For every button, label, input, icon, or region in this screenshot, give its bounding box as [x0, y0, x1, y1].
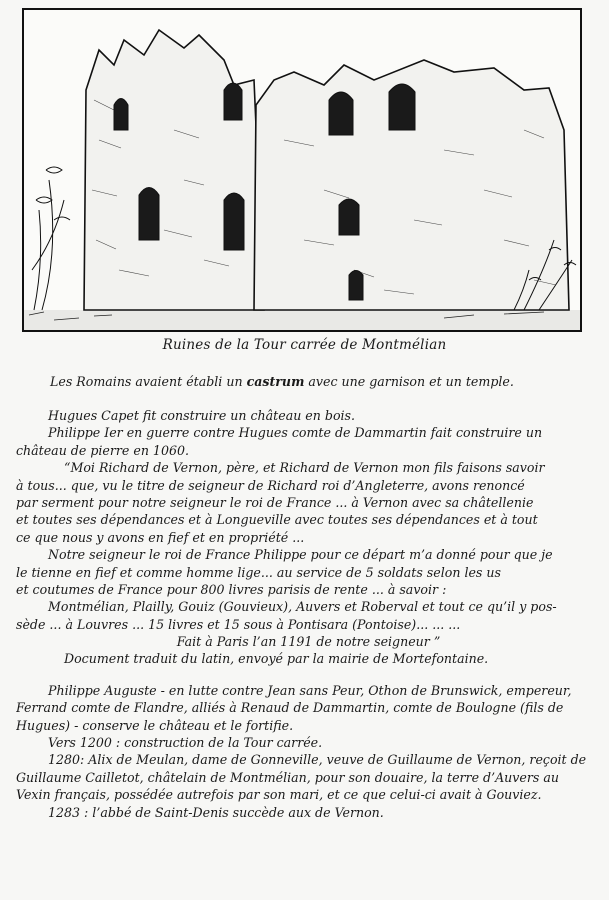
- text-line: 1280: Alix de Meulan, dame de Gonneville, veuve de Guillaume de Vernon, reçoit de: [48, 752, 587, 768]
- text-line: par serment pour notre seigneur le roi de France ... à Vernon avec sa châtellenie: [16, 494, 534, 510]
- text-line: Montmélian, Plailly, Gouiz (Gouvieux), Auvers et Roberval et tout ce qu’il y pos-: [48, 599, 557, 615]
- intro-after: avec une garnison et un temple.: [304, 374, 514, 389]
- text-line: à tous... que, vu le titre de seigneur de Richard roi d’Angleterre, avons renoncé: [16, 477, 525, 493]
- text-line: Fait à Paris l’an 1191 de notre seigneur ”: [176, 634, 441, 650]
- text-line: “Moi Richard de Vernon, père, et Richard de Vernon mon fils faisons savoir: [64, 460, 545, 476]
- text-line: 1283 : l’abbé de Saint-Denis succède aux de Vernon.: [48, 804, 384, 820]
- text-line: sède ... à Louvres ... 15 livres et 15 sous à Pontisara (Pontoise)... ... ...: [16, 616, 461, 632]
- text-line: Ferrand comte de Flandre, alliés à Renaud de Dammartin, comte de Boulogne (fils de: [16, 700, 564, 716]
- intro-term: castrum: [246, 374, 305, 389]
- text-line: château de pierre en 1060.: [16, 442, 189, 458]
- text-line: Hugues Capet fit construire un château en bois.: [48, 408, 356, 423]
- text-line: et coutumes de France pour 800 livres parisis de rente ... à savoir :: [16, 581, 447, 597]
- intro-paragraph: [16, 373, 601, 393]
- text-line: ce que nous y avons en fief et en propriété ...: [16, 529, 305, 545]
- ruin-illustration: [22, 8, 582, 332]
- text-line: Notre seigneur le roi de France Philippe pour ce départ m’a donné pour que je: [48, 547, 553, 563]
- text-line: et toutes ses dépendances et à Longueville avec toutes ses dépendances et à tout: [16, 512, 538, 528]
- text-line: Philippe Auguste - en lutte contre Jean sans Peur, Othon de Brunswick, empereur,: [48, 682, 572, 698]
- text-line: Document traduit du latin, envoyé par la mairie de Mortefontaine.: [64, 651, 489, 667]
- text-line: Vers 1200 : construction de la Tour carrée.: [48, 735, 323, 751]
- illustration-caption: Ruines de la Tour carrée de Montmélian: [162, 337, 447, 353]
- history-text: [16, 373, 601, 821]
- intro-before: Les Romains avaient établi un: [50, 374, 247, 389]
- text-line: Hugues) - conserve le château et le fortifie.: [16, 717, 294, 733]
- text-line: le tienne en fief et comme homme lige... au service de 5 soldats selon les us: [16, 564, 501, 580]
- text-line: Guillaume Cailletot, châtelain de Montmélian, pour son douaire, la terre d’Auvers au: [16, 769, 559, 785]
- text-line: Vexin français, possédée autrefois par son mari, et ce que celui-ci avait à Gouviez.: [16, 787, 542, 803]
- text-line: Philippe Ier en guerre contre Hugues comte de Dammartin fait construire un: [48, 425, 543, 441]
- tower-ruin-drawing: [24, 10, 580, 330]
